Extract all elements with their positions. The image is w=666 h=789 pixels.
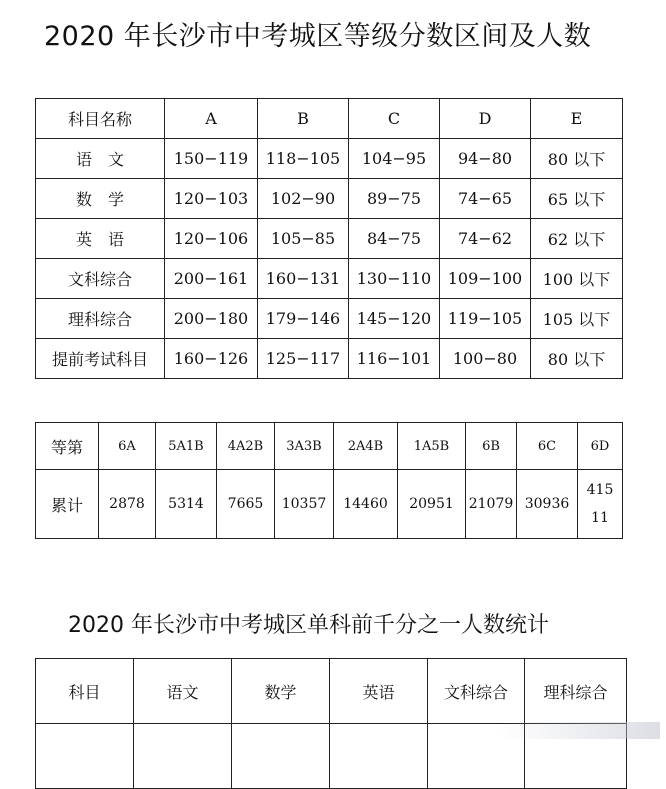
table-row xyxy=(36,219,623,259)
count-cell: 20951 xyxy=(398,470,466,539)
range-cell: 62 以下 xyxy=(531,219,623,259)
range-cell: 160−126 xyxy=(165,339,258,379)
range-cell: 116−101 xyxy=(349,339,440,379)
range-cell: 160−131 xyxy=(258,259,349,299)
grade-combo-cell: 3A3B xyxy=(275,423,334,470)
range-cell: 179−146 xyxy=(258,299,349,339)
header-math: 数学 xyxy=(232,659,330,724)
table-row xyxy=(36,339,623,379)
range-cell: 119−105 xyxy=(440,299,531,339)
table-row xyxy=(36,179,623,219)
table-row xyxy=(36,259,623,299)
table-row xyxy=(36,423,623,470)
header-chinese: 语文 xyxy=(134,659,232,724)
cumulative-count-table xyxy=(35,422,623,539)
row-label: 累计 xyxy=(36,470,99,539)
header-grade-e: E xyxy=(531,99,623,139)
range-cell: 145−120 xyxy=(349,299,440,339)
count-cell: 10357 xyxy=(275,470,334,539)
row-label: 等第 xyxy=(36,423,99,470)
header-subject-name: 科目名称 xyxy=(36,99,165,139)
empty-cell xyxy=(134,724,232,789)
range-cell: 100 以下 xyxy=(531,259,623,299)
range-cell: 125−117 xyxy=(258,339,349,379)
grade-combo-cell: 2A4B xyxy=(334,423,398,470)
header-grade-b: B xyxy=(258,99,349,139)
count-cell-wrapped: 41511 xyxy=(586,482,614,526)
range-cell: 84−75 xyxy=(349,219,440,259)
range-cell: 120−103 xyxy=(165,179,258,219)
range-cell: 200−180 xyxy=(165,299,258,339)
range-cell: 200−161 xyxy=(165,259,258,299)
header-science: 理科综合 xyxy=(525,659,627,724)
grade-combo-cell: 4A2B xyxy=(217,423,275,470)
range-cell: 109−100 xyxy=(440,259,531,299)
watermark xyxy=(500,722,660,739)
range-cell: 89−75 xyxy=(349,179,440,219)
empty-cell xyxy=(232,724,330,789)
range-cell: 80 以下 xyxy=(531,339,623,379)
table-row xyxy=(36,139,623,179)
subject-cell: 文科综合 xyxy=(36,259,165,299)
range-cell: 104−95 xyxy=(349,139,440,179)
grade-combo-cell: 5A1B xyxy=(156,423,217,470)
range-cell: 105 以下 xyxy=(531,299,623,339)
header-english: 英语 xyxy=(330,659,428,724)
range-cell: 150−119 xyxy=(165,139,258,179)
subject-cell: 理科综合 xyxy=(36,299,165,339)
range-cell: 65 以下 xyxy=(531,179,623,219)
header-grade-d: D xyxy=(440,99,531,139)
header-subject: 科目 xyxy=(36,659,134,724)
table-header-row xyxy=(36,99,623,139)
range-cell: 102−90 xyxy=(258,179,349,219)
grade-range-table xyxy=(35,98,623,379)
range-cell: 74−62 xyxy=(440,219,531,259)
grade-combo-cell: 6C xyxy=(517,423,578,470)
count-cell: 5314 xyxy=(156,470,217,539)
range-cell: 118−105 xyxy=(258,139,349,179)
header-grade-c: C xyxy=(349,99,440,139)
grade-combo-cell: 6A xyxy=(99,423,156,470)
range-cell: 130−110 xyxy=(349,259,440,299)
count-cell xyxy=(578,470,623,539)
subject-cell: 数 学 xyxy=(36,179,165,219)
range-cell: 94−80 xyxy=(440,139,531,179)
table-row xyxy=(36,470,623,539)
subject-cell: 英 语 xyxy=(36,219,165,259)
count-cell: 2878 xyxy=(99,470,156,539)
table-row xyxy=(36,299,623,339)
grade-combo-cell: 6D xyxy=(578,423,623,470)
section-title: 2020 年长沙市中考城区单科前千分之一人数统计 xyxy=(68,613,549,638)
grade-combo-cell: 6B xyxy=(466,423,517,470)
subject-cell: 提前考试科目 xyxy=(36,339,165,379)
grade-combo-cell: 1A5B xyxy=(398,423,466,470)
table-header-row xyxy=(36,659,627,724)
range-cell: 100−80 xyxy=(440,339,531,379)
subject-cell: 语 文 xyxy=(36,139,165,179)
count-cell: 14460 xyxy=(334,470,398,539)
header-liberal-arts: 文科综合 xyxy=(428,659,525,724)
count-cell: 30936 xyxy=(517,470,578,539)
empty-cell xyxy=(330,724,428,789)
range-cell: 120−106 xyxy=(165,219,258,259)
count-cell: 21079 xyxy=(466,470,517,539)
range-cell: 74−65 xyxy=(440,179,531,219)
count-cell: 7665 xyxy=(217,470,275,539)
range-cell: 105−85 xyxy=(258,219,349,259)
range-cell: 80 以下 xyxy=(531,139,623,179)
page-title: 2020 年长沙市中考城区等级分数区间及人数 xyxy=(44,21,592,52)
empty-cell xyxy=(36,724,134,789)
header-grade-a: A xyxy=(165,99,258,139)
